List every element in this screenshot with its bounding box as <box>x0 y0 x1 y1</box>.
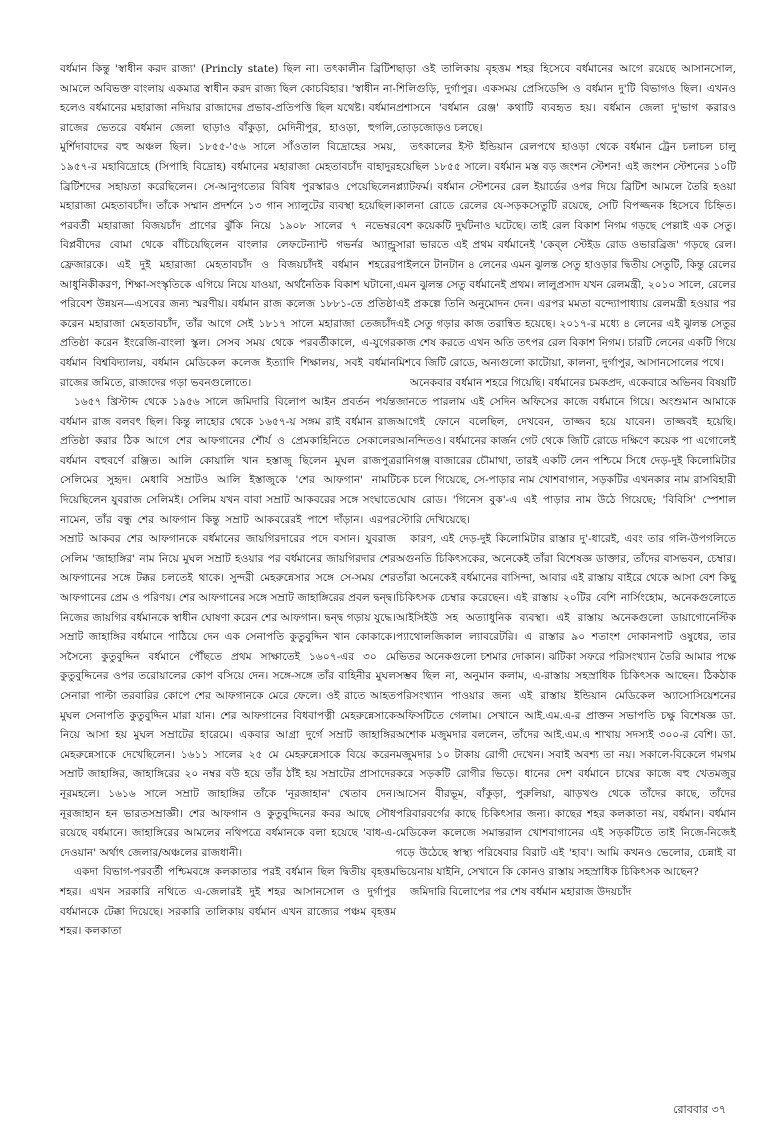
paragraph: কারণ, এই দেড়-দুই কিলোমিটার রাস্তার দু'-ধারেই, এবং তার গলি-উপগলিতে অগুনতি চিকিৎসকের, অনেকেই তাঁরা বিশেষজ্ঞ ডাক্তার, তাঁদের বাসভবন, চেম্বার। তাঁরা অনেকেই বর্ধমানের বাসিন্দা, আবার এই রাস্তায় বাইরে থেকে আসা বেশ কিছু চিকিৎসক চেম্বার করেছেন। এই রাস্তায় ২০টির বেশি নার্সিংহোম, অনেকগুলোতে আইসিইউ সহ অত্যাধুনিক ব্যবস্থা। এই রাস্তায় অনেকগুলো ডায়াগোনেস্টিক প্যাথোলজিকাল ল্যাবরেটরি। এ রাস্তার ৯০ শতাংশ দোকানপাট ওষুধের, তার ভিতর অনেকগুলো চশমার দোকান। ঝটিকা সফরে পরিসংখ্যান তৈরি আমার পক্ষে সম্ভব ছিল না, অনুমান কলাম, এ-রাস্তায় সহস্রাধিক চিকিৎসক আছেন। ঠিকঠাক পরিসংখ্যান পাওয়ার জন্য এই রাস্তায় ইন্ডিয়ান মেডিকেল অ্যাসোসিয়েশনের অফিসটিতে গেলাম। সেখানে আই.এম.এ-র প্রাক্তন সভাপতি চক্ষু বিশেষজ্ঞ ডা. অশোক মজুমদার বললেন, তাঁদের আই.এম.এ শাখায় সদস্যই ৩০০-র বেশি। ডা. মজুমদার ১০ টাকায় রোগী দেখেন। সবাই অবশ্য তা নয়। সকালে-বিকেলে গমগম করে সড়কটি রোগীর ভিড়ে। ধানের দেশ বর্ধমানে চাষের কাজে বহু খেতমজুর আসেন বীরভূম, বাঁকুড়া, পুরুলিয়া, ঝাড়খণ্ড থেকে তাঁদের কাছে, তাঁদের পরিবারবর্গের কাছে চিকিৎসার জন্য। কাছের শহর কলকাতা নয়, বর্ধমান। বর্ধমান মেডিকেল কলেজে সমান্তরাল খোশবাগানের এই সড়কটিতে তাই নিজে-নিজেই গড়ে উঠেছে স্বাস্থ্য পরিষেবার বিরাট এই 'হাব'। আমি কখনও ভেলোর, চেন্নাই বা ভিয়েনায় যাইনি, সেখানে কি কোনও রাস্তায় সহস্রাধিক চিকিৎসক আছেন? <box>396 533 736 879</box>
right-column <box>396 60 736 903</box>
paragraph: অনেকবার বর্ধমান শহরে গিয়েছি। বর্ধমানের চমকপ্রদ, একেবারে অভিনব বিষয়টি জানতে পারলাম এই সেদিন অফিসের কাজে বর্ধমানে গিয়ে। অংশুমান আমাকে আগেই ফোনে বলেছিল, দেখবেন, তাজ্জব হয়ে যাবেন। তাজ্জবই হয়েছি। আনন্দিতও। বর্ধমানের কার্জন গেট থেকে জিটি রোডে দক্ষিণে কয়েক পা এগোলেই রানিগঞ্জ বাজারের চৌমাথা, তারই একটি লেন পশ্চিমে সিধে দেড়-দুই কিলোমিটার চক চলে গিয়েছে, সে-পাড়ার নাম খোশবাগান, সড়কটির এখনকার নাম রাসবিহারী ঘোষ রোড। 'গিনেস বুক'-এ এই পাড়ার নাম উঠে গিয়েছে; 'বিবিসি' স্পেশাল স্টোরি দেখিয়েছে। <box>396 376 736 526</box>
page-footer: রোববার ৩৭ <box>673 1103 726 1116</box>
paragraph: ছাড়া ওই তালিকায় বৃহত্তম শহর হিসেবে বর্ধমানের আগে রয়েছে আসানসোল, শিলিগুড়ি, দুর্গাপুর। একসময় প্রেসিডেন্সি ও বর্ধমান দু'টি বিভাগও ছিল। এখনও প্রশাসনে 'বর্ধমান রেঞ্জ' কথাটি ব্যবহৃত হয়। বর্ধমান জেলা দু'ভাগ করারও তোড়জোড়ও চলছে। <box>396 63 736 134</box>
paragraph: তৎকালের ইস্ট ইন্ডিয়ান রেলপথে হাওড়া থেকে বর্ধমান ট্রেন চলাচল চালু হয়েছিল ১৮৫৫ সালে। বর্ধমান মস্ত বড় জংশন স্টেশন! এই জংশন স্টেশনের ১০টি প্ল্যাটফর্ম। বর্ধমান স্টেশনের রেল ইয়ার্ডের ওপর দিয়ে ব্রিটিশ আমলে তৈরি হওয়া কালনা রোডে রেলের যে-সড়কসেতুটি রয়েছে, সেটি বিপজ্জনক হিসেবে চিহ্নিত। বেশ কয়েকটি দুর্ঘটনাও ঘটেছে। তাই রেল বিকাশ নিগম গড়ছে পেল্লাই এক সেতু। সারা ভারতে এই প্রথম বর্ধমানেই 'কেব্‌ল স্টেইড রোড ওভারব্রিজ' গড়ছে রেল। পাইলনে টানটান ৪ লেনের এমন ঝুলন্ত সেতু হাওড়ার দ্বিতীয় সেতুটি, কিন্তু রেলের এমন ঝুলন্ত সেতু বর্ধমানেই প্রথম। লালুপ্রসাদ যখন রেলমন্ত্রী, ২০১০ সালে, রেলের এই প্রকল্পে তিনি অনুমোদন দেন। এরপর মমতা বন্দ্যোপাধ্যায় রেলমন্ত্রী হওয়ার পর এই সেতু গড়ার কাজ তরান্বিত হয়েছে। ২০১৭-র মধ্যে ৪ লেনের এই ঝুলন্ত সেতুর কাজ শেষ করতে এখন অতি তৎপর রেল বিকাশ নিগম। চারটি লেনের একটি গিয়ে মিশবে জিটি রোডে, অন্যগুলো কাটোয়া, কালনা, দুর্গাপুর, আসানসোলের পথে। <box>396 141 736 369</box>
paragraph: জমিদারি বিলোপের পর শেষ বর্ধমান মহারাজ উদয়চাঁদ <box>410 885 632 898</box>
paragraph: একদা বিভাগ-পরবর্তী পশ্চিমবঙ্গে কলকাতার পরই বর্ধমান ছিল দ্বিতীয় বৃহত্তম শহর। এখন সরকারি নথিতে এ-জেলারই দুই শহর আসানসোল ও দুর্গাপুর বর্ধমানকে টেক্কা দিয়েছে। সরকারি তালিকায় বর্ধমান এখন রাজ্যের পঞ্চম বৃহত্তম শহর। কলকাতা <box>60 866 396 938</box>
paragraph: ১৬৫৭ খ্রিস্টাব্দ থেকে ১৯৫৬ সালে জমিদারি বিলোপ আইন প্রবর্তন পর্যন্ত বর্ধমান রাজ বলবৎ ছিল। কিন্তু লাহোর থেকে ১৬৫৭-য় সঙ্গম রাই বর্ধমান রাজ প্রতিষ্ঠা করার ঠিক আগে শের আফগানের শৌর্য ও প্রেমকাহিনিতে সেকালের বর্ধমান বহুবর্ণে রঞ্জিত। আলি কোয়ালি খান হস্তাজু ছিলেন মুঘল রাজপুত্র সেলিমের সুহৃদ। মেধাবি সম্রাটও আলি ইস্তাজুকে 'শের আফগান' নামটি দিয়েছিলেন যুবরাজ সেলিমই। সেলিম যখন বাবা সম্রাট আকবরের সঙ্গে সংঘাতে নামেন, তাঁর বন্ধু শের আফগান কিন্তু সম্রাট আকবরেরই পাশে দাঁড়ান। এরপর সম্রাট আকবর শের আফগানকে বর্ধমানের জায়গিরদারের পদে বসান। যুবরাজ সেলিম 'জাহাঙ্গির' নাম নিয়ে মুঘল সম্রাট হওয়ার পর বর্ধমানের জায়গিরদার শের আফগানের সঙ্গে টক্কর চলতেই থাকে। সুন্দরী মেহরুন্নেসার সঙ্গে সে-সময় শের আফগানের প্রেম ও পরিণয়। শের আফগানের সঙ্গে সম্রাট জাহাঙ্গিরের প্রবল দ্বন্দ্ব। নিজের জায়গির বর্ধমানকে স্বাধীন ঘোষণা করেন শের আফগান। দ্বন্দ্ব গড়ায় যুদ্ধে। সম্রাট জাহাঙ্গির বর্ধমানে পাঠিয়ে দেন এক সেনাপতি কুতুবুদ্দিন খান কোকাকে। সসৈন্যে কুতুবুদ্দিন বর্ধমানে পৌঁছতে প্রথম সাক্ষাতেই ১৬০৭-এর ৩০ মে কুতুবুদ্দিনের ওপর তরোয়ালের কোপ বসিয়ে দেন। সঙ্গে-সঙ্গে তাঁর বাহিনীর মুঘল সেনারা পাল্টা তরবারির কোপে শের আফগানকে মেরে ফেলে। ওই রাতে আহত মুঘল সেনাপতি কুতুবুদ্দিন মারা যান। শের আফগানের বিধবাপত্নী মেহরুন্নেসাকে নিয়ে আসা হয় মুঘল সম্রাটের হারেমে। একবার আগ্রা দুর্গে সম্রাট জাহাঙ্গির মেহরুন্নেসাকে দেখেছিলেন। ১৬১১ সালের ২৫ মে মেহরুন্নেসাকে বিয়ে করেন সম্রাট জাহাঙ্গির, জাহাঙ্গিরের ২০ নম্বর বউ হয়ে তাঁর ঠাঁই হয় সম্রাটের প্রাসাদের নূরমহলে। ১৬১৬ সালে সম্রাট জাহাঙ্গির তাঁকে 'নূরজাহান' খেতাব দেন। নূরজাহান হন ভারতসম্রাজ্ঞী। শের আফগান ও কুতুবুদ্দিনের কবর আছে সৌধ রয়েছে বর্ধমানে। জাহাঙ্গিরের আমলের নথিপত্রে বর্ধমানকে বলা হয়েছে 'বাধ-এ-দেওয়ান' অর্থাৎ জেলার/অঞ্চলের রাজধানী। <box>60 396 396 859</box>
left-column <box>60 60 396 942</box>
paragraph: বর্ধমান কিন্তু 'স্বাধীন করদ রাজ্য' (Princly state) ছিল না। তৎকালীন ব্রিটিশ আমলে অবিভক্ত বাংলায় একমাত্র স্বাধীন করদ রাজ্য ছিল কোচবিহার। 'স্বাধীন না-হলেও বর্ধমানের মহারাজা নদিয়ার রাজাদের প্রভাব-প্রতিপত্তি ছিল যথেষ্ট। বর্ধমান রাজের ভেতরে বর্ধমান জেলা ছাড়াও বাঁকুড়া, মেদিনীপুর, হাওড়া, হুগলি, মুর্শিদাবাদের বহু অঞ্চল ছিল। ১৮৫৫-'৫৬ সালে সাঁওতাল বিদ্রোহের সময়, ১৯৫৭-র মহাবিদ্রোহে (সিপাহি বিদ্রোহ) বর্ধমানের মহারাজা মেহতাবচাঁদ বাহাদুর ব্রিটিশদের সহায়তা করেছিলেন। সে-আনুগত্যের বিবিধ পুরস্কারও পেয়েছিলেন মহারাজা মেহতাবচাঁদ। তাঁকে সম্মান প্রদর্শনে ১৩ গান স্যালুটের ব্যবস্থা হয়েছিল। পরবর্তী মহারাজা বিজয়চাঁদ প্রাণের ঝুঁকি নিয়ে ১৯০৮ সালের ৭ নভেম্বর বিপ্লবীদের বোমা থেকে বাঁচিয়েছিলেন বাংলার লেফটেন্যান্ট গভর্নর অ্যান্ড্রু ফ্রেজারকে। এই দুই মহারাজা মেহতাবচাঁদ ও বিজয়চাঁদই বর্ধমান শহরের আধুনিকীকরণ, শিক্ষা-সংস্কৃতিকে এগিয়ে নিয়ে যাওয়া, অর্থনৈতিক বিকাশ ঘটানো, পরিবেশ উন্নয়ন—এসবের জন্য স্মরণীয়। বর্ধমান রাজ কলেজ ১৮৮১-তে প্রতিষ্ঠা করেন মহারাজা মেহতাবচাঁদ, তাঁর আগে সেই ১৮১৭ সালে মহারাজা তেজচাঁদ প্রতিষ্ঠা করেন ইংরেজি-বাংলা স্কুল। সেসব সময় থেকে পরবর্তীকালে, এ-যুগের বর্ধমান বিশ্ববিদ্যালয়, বর্ধমান মেডিকেল কলেজ ইত্যাদি শিক্ষালয়, সবই বর্ধমান রাজের জমিতে, রাজাদের গড়া ভবনগুলোতে। <box>60 63 396 389</box>
